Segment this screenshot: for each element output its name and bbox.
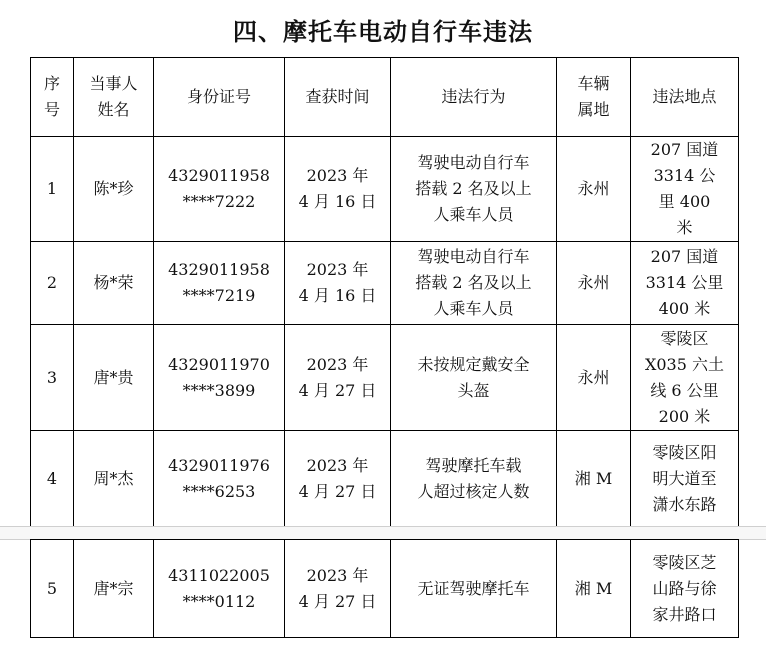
table-row — [31, 325, 739, 431]
cell-vehicle-place: 湘 M — [557, 540, 631, 638]
cell-seq: 2 — [31, 242, 74, 325]
header-location: 违法地点 — [631, 58, 739, 137]
header-vehicle-place: 车辆 属地 — [557, 58, 631, 137]
cell-seq: 1 — [31, 137, 74, 242]
cell-name: 杨*荣 — [74, 242, 154, 325]
header-id: 身份证号 — [154, 58, 285, 137]
cell-time: 2023 年 4 月 16 日 — [285, 242, 391, 325]
table-row — [31, 242, 739, 325]
cell-location: 零陵区芝 山路与徐 家井路口 — [631, 540, 739, 638]
header-seq: 序 号 — [31, 58, 74, 137]
cell-vehicle-place: 永州 — [557, 137, 631, 242]
table-row — [31, 540, 739, 638]
cell-behavior: 驾驶电动自行车 搭载 2 名及以上 人乘车人员 — [391, 242, 557, 325]
cell-seq: 5 — [31, 540, 74, 638]
header-time: 查获时间 — [285, 58, 391, 137]
cell-seq: 4 — [31, 431, 74, 528]
cell-name: 唐*宗 — [74, 540, 154, 638]
cell-time: 2023 年 4 月 16 日 — [285, 137, 391, 242]
table-row — [31, 137, 739, 242]
cell-behavior: 未按规定戴安全 头盔 — [391, 325, 557, 431]
cell-vehicle-place: 永州 — [557, 325, 631, 431]
cell-seq: 3 — [31, 325, 74, 431]
cell-name: 陈*珍 — [74, 137, 154, 242]
cell-time: 2023 年 4 月 27 日 — [285, 540, 391, 638]
header-behavior: 违法行为 — [391, 58, 557, 137]
cell-behavior: 无证驾驶摩托车 — [391, 540, 557, 638]
cell-location: 207 国道 3314 公 里 400 米 — [631, 137, 739, 242]
cell-id: 4329011958 ****7219 — [154, 242, 285, 325]
violations-table — [30, 57, 739, 528]
cell-time: 2023 年 4 月 27 日 — [285, 325, 391, 431]
cell-id: 4329011958 ****7222 — [154, 137, 285, 242]
cell-name: 周*杰 — [74, 431, 154, 528]
document-title: 四、摩托车电动自行车违法 — [233, 18, 533, 46]
cell-behavior: 驾驶摩托车载 人超过核定人数 — [391, 431, 557, 528]
cell-location: 207 国道 3314 公里 400 米 — [631, 242, 739, 325]
cell-id: 4329011970 ****3899 — [154, 325, 285, 431]
cell-vehicle-place: 湘 M — [557, 431, 631, 528]
page-break-divider — [0, 526, 766, 540]
violations-table-continued — [30, 539, 739, 638]
cell-behavior: 驾驶电动自行车 搭载 2 名及以上 人乘车人员 — [391, 137, 557, 242]
cell-time: 2023 年 4 月 27 日 — [285, 431, 391, 528]
cell-vehicle-place: 永州 — [557, 242, 631, 325]
cell-location: 零陵区阳 明大道至 潇水东路 — [631, 431, 739, 528]
header-row — [31, 58, 739, 137]
cell-id: 4329011976 ****6253 — [154, 431, 285, 528]
cell-id: 4311022005 ****0112 — [154, 540, 285, 638]
cell-name: 唐*贵 — [74, 325, 154, 431]
header-name: 当事人 姓名 — [74, 58, 154, 137]
cell-location: 零陵区 X035 六土 线 6 公里 200 米 — [631, 325, 739, 431]
table-row — [31, 431, 739, 528]
